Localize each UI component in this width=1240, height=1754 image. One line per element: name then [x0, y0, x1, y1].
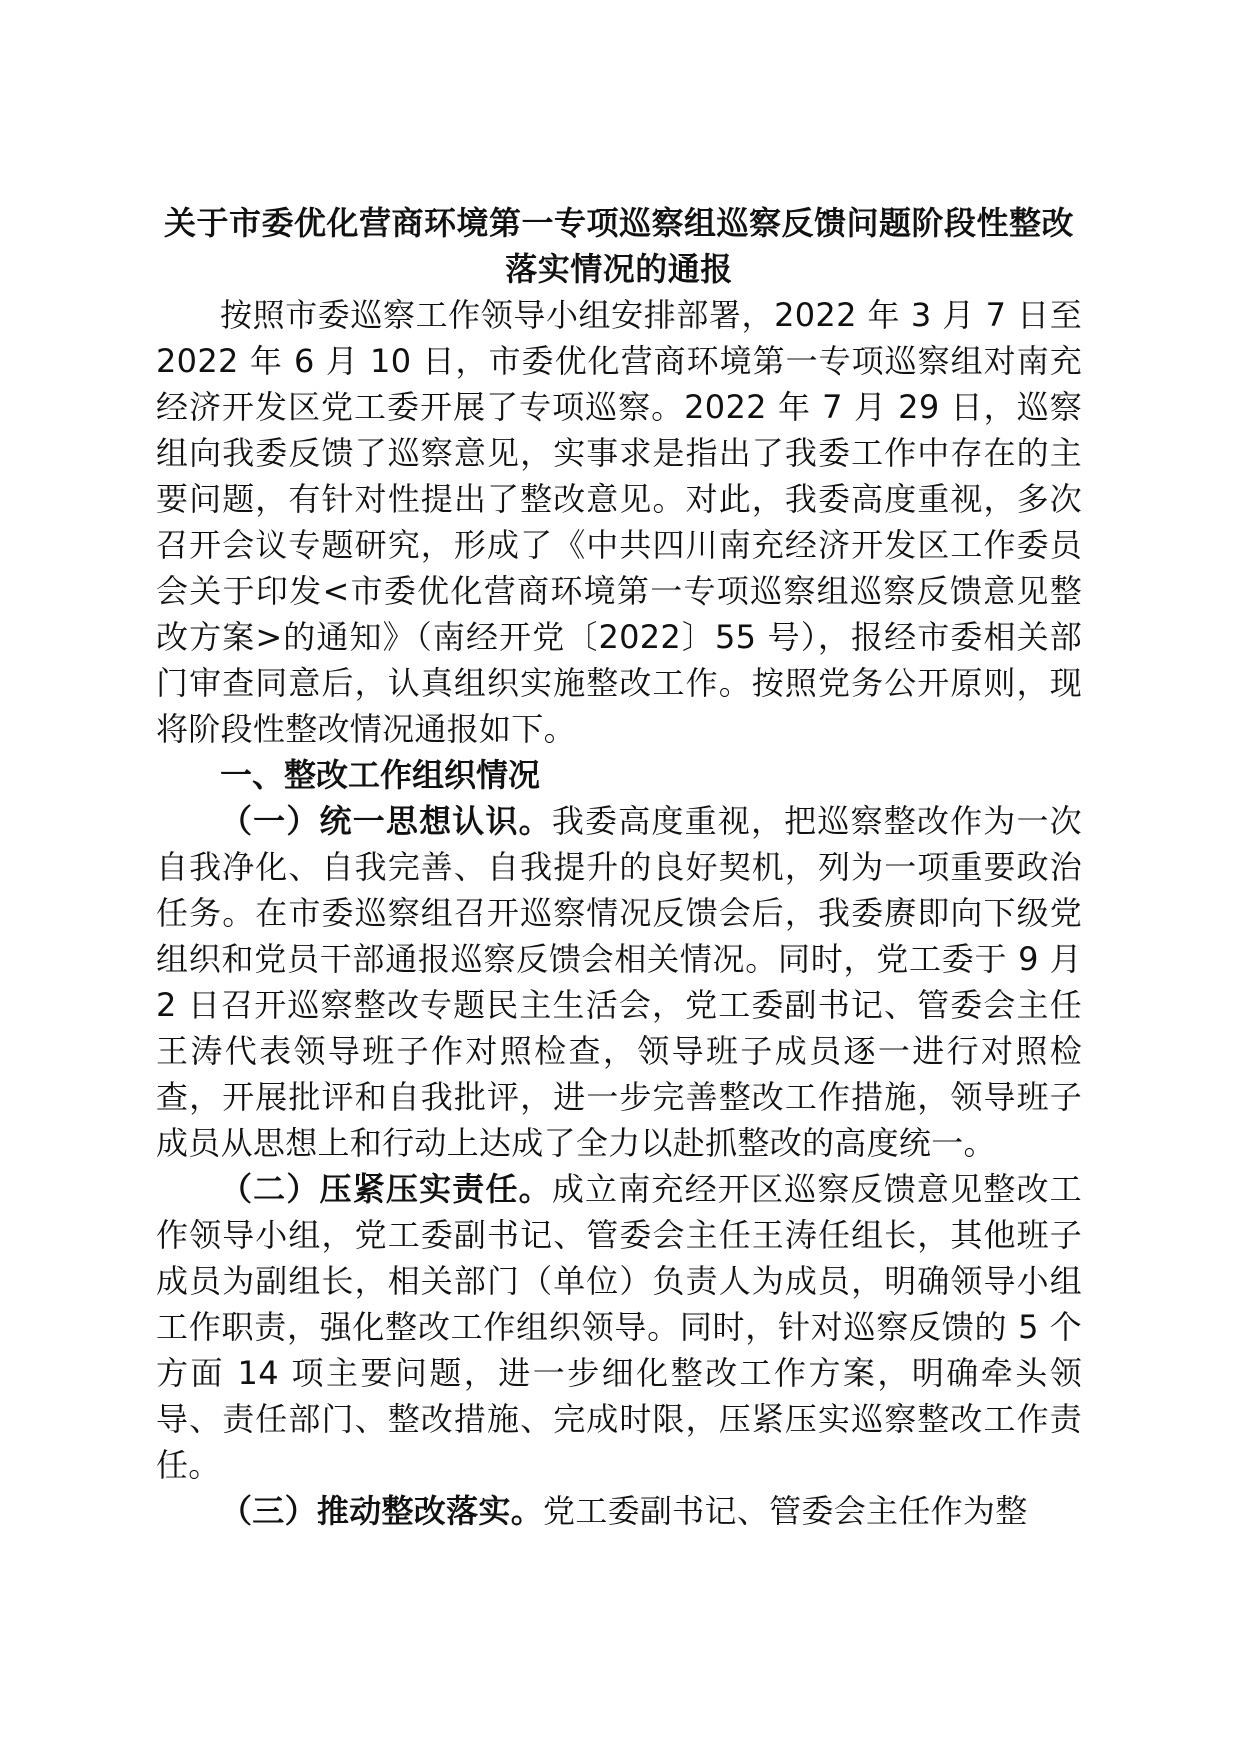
- item-text: 成立南充经开区巡察反馈意见整改工作领导小组，党工委副书记、管委会主任王涛任组长，其他班子成员为副组长，相关部门（单位）负责人为成员，明确领导小组工作职责，强化整改工作组织领导。同时，针对巡察反馈的 5 个方面 14 项主要问题，进一步细化整改工作方案，明确牵头领导、责任部门、整改措施、完成时限，压紧压实巡察整改工作责任。: [156, 1170, 1082, 1484]
- item-text: 党工委副书记、管委会主任作为整: [543, 1492, 1028, 1530]
- document-title: 关于市委优化营商环境第一专项巡察组巡察反馈问题阶段性整改落实情况的通报: [163, 204, 1074, 288]
- section-heading: 一、整改工作组织情况: [220, 756, 541, 794]
- item-lead: （二）压紧压实责任。: [220, 1170, 552, 1208]
- item-paragraph-3: [156, 1488, 1082, 1534]
- item-lead: （三）推动整改落实。: [220, 1492, 544, 1530]
- item-lead: （一）统一思想认识。: [220, 802, 552, 840]
- item-paragraph-2: [156, 1166, 1082, 1488]
- document-page: [156, 200, 1082, 1534]
- item-text: 我委高度重视，把巡察整改作为一次自我净化、自我完善、自我提升的良好契机，列为一项重要政治任务。在市委巡察组召开巡察情况反馈会后，我委赓即向下级党组织和党员干部通报巡察反馈会相关情况。同时，党工委于 9 月 2 日召开巡察整改专题民主生活会，党工委副书记、管委会主任王涛代表领导班子作对照检查，领导班子成员逐一进行对照检查，开展批评和自我批评，进一步完善整改工作措施，领导班子成员从思想上和行动上达成了全力以赴抓整改的高度统一。: [156, 802, 1082, 1162]
- intro-paragraph: 按照市委巡察工作领导小组安排部署，2022 年 3 月 7 日至 2022 年 6 月 10 日，市委优化营商环境第一专项巡察组对南充经济开发区党工委开展了专项巡察。2022 年 7 月 29 日，巡察组向我委反馈了巡察意见，实事求是指出了我委工作中存在的主要问题，有针对性提出了整改意见。对此，我委高度重视，多次召开会议专题研究，形成了《中共四川南充经济开发区工作委员会关于印发<市委优化营商环境第一专项巡察组巡察反馈意见整改方案>的通知》（南经开党〔2022〕55 号），报经市委相关部门审查同意后，认真组织实施整改工作。按照党务公开原则，现将阶段性整改情况通报如下。: [156, 296, 1082, 748]
- item-paragraph-1: [156, 798, 1082, 1166]
